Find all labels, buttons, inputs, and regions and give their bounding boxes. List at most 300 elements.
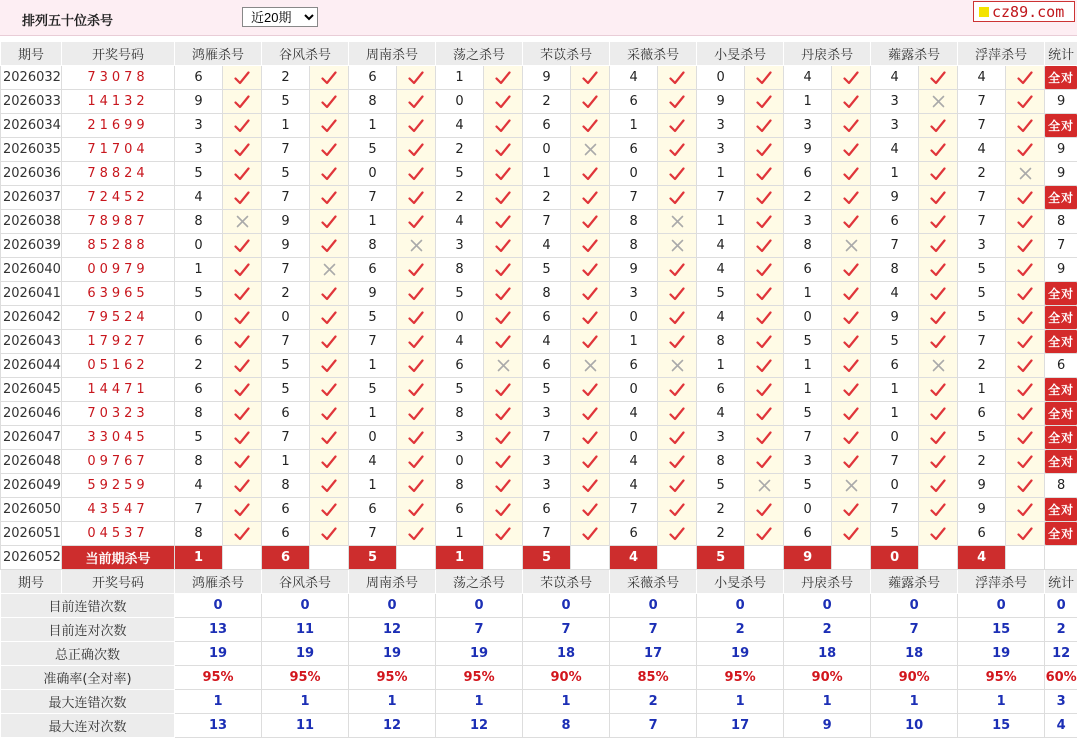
stat-row [1, 690, 1077, 714]
current-pick: 5 [349, 546, 397, 570]
kill-pick: 5 [436, 282, 484, 306]
row-total [1045, 330, 1077, 354]
row-total-value: 9 [1057, 166, 1065, 181]
kill-pick: 3 [523, 474, 571, 498]
check-icon [832, 306, 871, 330]
check-icon [223, 114, 262, 138]
kill-pick: 7 [349, 522, 397, 546]
check-icon [919, 66, 958, 90]
check-icon [484, 498, 523, 522]
kill-pick: 3 [784, 114, 832, 138]
kill-pick: 4 [349, 450, 397, 474]
check-icon [310, 66, 349, 90]
kill-pick: 0 [262, 306, 310, 330]
stat-value: 12 [436, 714, 523, 738]
kill-pick: 0 [175, 306, 223, 330]
stat-value: 12 [349, 618, 436, 642]
row-total [1045, 306, 1077, 330]
kill-pick: 3 [175, 138, 223, 162]
check-icon [745, 114, 784, 138]
check-icon [223, 474, 262, 498]
check-icon [397, 66, 436, 90]
period-cell: 2026044 [1, 354, 62, 378]
stat-value: 7 [610, 714, 697, 738]
check-icon [745, 498, 784, 522]
check-icon [223, 138, 262, 162]
check-icon [223, 426, 262, 450]
kill-pick: 8 [784, 234, 832, 258]
kill-pick: 7 [958, 210, 1006, 234]
period-cell: 2026047 [1, 426, 62, 450]
check-icon [310, 114, 349, 138]
check-icon [484, 66, 523, 90]
header-expert[interactable]: 小旻杀号 [697, 42, 784, 66]
row-total-value: 9 [1057, 142, 1065, 157]
check-icon [658, 330, 697, 354]
check-icon [310, 354, 349, 378]
kill-pick: 0 [610, 162, 658, 186]
check-icon [919, 258, 958, 282]
check-icon [397, 114, 436, 138]
kill-pick: 1 [697, 210, 745, 234]
kill-pick: 4 [523, 330, 571, 354]
check-icon [571, 186, 610, 210]
kill-pick: 6 [262, 402, 310, 426]
table-row [1, 282, 1077, 306]
stat-value: 17 [610, 642, 697, 666]
current-blank [397, 546, 436, 570]
check-icon [1006, 186, 1045, 210]
kill-pick: 1 [958, 378, 1006, 402]
stat-value: 7 [871, 618, 958, 642]
check-icon [745, 354, 784, 378]
check-icon [397, 330, 436, 354]
kill-pick: 5 [871, 330, 919, 354]
draw-number: 00979 [62, 258, 175, 282]
table-row [1, 162, 1077, 186]
kill-pick: 2 [958, 450, 1006, 474]
check-icon [658, 426, 697, 450]
row-total-value: 全对 [1045, 522, 1077, 545]
kill-pick: 7 [871, 498, 919, 522]
check-icon [484, 258, 523, 282]
draw-number: 33045 [62, 426, 175, 450]
kill-pick: 6 [175, 330, 223, 354]
row-total [1045, 378, 1077, 402]
stat-value: 1 [436, 690, 523, 714]
check-icon [310, 138, 349, 162]
kill-pick: 4 [610, 450, 658, 474]
row-total [1045, 354, 1077, 378]
kill-pick: 8 [610, 234, 658, 258]
check-icon [832, 186, 871, 210]
table-row [1, 234, 1077, 258]
header-expert[interactable]: 采薇杀号 [610, 42, 697, 66]
stat-value: 15 [958, 618, 1045, 642]
check-icon [1006, 522, 1045, 546]
stat-row [1, 642, 1077, 666]
check-icon [832, 402, 871, 426]
stat-value: 0 [958, 594, 1045, 618]
cross-icon [223, 210, 262, 234]
stat-value: 9 [784, 714, 871, 738]
current-pick: 6 [262, 546, 310, 570]
kill-pick: 4 [175, 474, 223, 498]
kill-pick: 0 [871, 426, 919, 450]
kill-pick: 9 [871, 186, 919, 210]
stat-value: 2 [1045, 618, 1077, 642]
kill-pick: 6 [436, 498, 484, 522]
kill-pick: 6 [784, 522, 832, 546]
kill-pick: 3 [871, 114, 919, 138]
check-icon [745, 258, 784, 282]
header-period: 期号 [1, 42, 62, 66]
logo-text: cz89.com [992, 3, 1064, 21]
check-icon [484, 138, 523, 162]
header-expert[interactable]: 谷风杀号 [262, 570, 349, 594]
kill-pick: 7 [958, 186, 1006, 210]
row-total [1045, 162, 1077, 186]
stat-value: 19 [349, 642, 436, 666]
check-icon [1006, 90, 1045, 114]
row-total [1045, 498, 1077, 522]
header-expert[interactable]: 芣苡杀号 [523, 42, 610, 66]
kill-pick: 4 [871, 282, 919, 306]
check-icon [745, 426, 784, 450]
stat-label: 目前连错次数 [1, 594, 175, 618]
header-expert[interactable]: 浮萍杀号 [958, 42, 1045, 66]
kill-pick: 3 [784, 450, 832, 474]
check-icon [484, 306, 523, 330]
kill-pick: 5 [784, 402, 832, 426]
kill-pick: 2 [958, 162, 1006, 186]
check-icon [745, 378, 784, 402]
kill-pick: 4 [610, 402, 658, 426]
kill-pick: 7 [871, 234, 919, 258]
kill-pick: 2 [262, 282, 310, 306]
kill-pick: 2 [523, 90, 571, 114]
draw-number: 73078 [62, 66, 175, 90]
header-expert[interactable]: 蕹露杀号 [871, 570, 958, 594]
row-total [1045, 186, 1077, 210]
header-expert[interactable]: 丹扆杀号 [784, 42, 871, 66]
kill-pick: 5 [958, 282, 1006, 306]
check-icon [310, 306, 349, 330]
period-cell: 2026035 [1, 138, 62, 162]
stat-value: 2 [784, 618, 871, 642]
check-icon [397, 354, 436, 378]
check-icon [919, 138, 958, 162]
period-cell: 2026051 [1, 522, 62, 546]
check-icon [484, 402, 523, 426]
check-icon [745, 234, 784, 258]
check-icon [310, 234, 349, 258]
row-total-value: 全对 [1045, 378, 1077, 401]
check-icon [1006, 474, 1045, 498]
kill-pick: 8 [175, 522, 223, 546]
check-icon [397, 450, 436, 474]
check-icon [745, 66, 784, 90]
table-row [1, 210, 1077, 234]
cross-icon [1006, 162, 1045, 186]
stat-value: 1 [784, 690, 871, 714]
kill-pick: 3 [436, 426, 484, 450]
kill-pick: 8 [610, 210, 658, 234]
check-icon [1006, 210, 1045, 234]
period-cell: 2026040 [1, 258, 62, 282]
check-icon [571, 282, 610, 306]
kill-pick: 4 [697, 306, 745, 330]
kill-pick: 6 [610, 138, 658, 162]
table-row [1, 306, 1077, 330]
kill-pick: 8 [349, 234, 397, 258]
check-icon [832, 210, 871, 234]
check-icon [571, 522, 610, 546]
kill-pick: 0 [871, 474, 919, 498]
check-icon [1006, 234, 1045, 258]
kill-pick: 5 [349, 306, 397, 330]
check-icon [832, 258, 871, 282]
header-expert[interactable]: 荡之杀号 [436, 570, 523, 594]
header-expert[interactable]: 鸿雁杀号 [175, 42, 262, 66]
check-icon [919, 450, 958, 474]
kill-pick: 1 [784, 90, 832, 114]
check-icon [1006, 306, 1045, 330]
kill-pick: 7 [697, 186, 745, 210]
kill-pick: 5 [784, 474, 832, 498]
check-icon [1006, 498, 1045, 522]
check-icon [484, 330, 523, 354]
check-icon [484, 426, 523, 450]
header-expert[interactable]: 荡之杀号 [436, 42, 523, 66]
check-icon [223, 162, 262, 186]
stat-row [1, 618, 1077, 642]
check-icon [745, 210, 784, 234]
row-total [1045, 258, 1077, 282]
kill-pick: 1 [523, 162, 571, 186]
check-icon [919, 426, 958, 450]
kill-pick: 6 [958, 522, 1006, 546]
row-total-value: 7 [1057, 238, 1065, 253]
header-expert[interactable]: 鸿雁杀号 [175, 570, 262, 594]
check-icon [832, 66, 871, 90]
stat-value: 0 [349, 594, 436, 618]
check-icon [1006, 426, 1045, 450]
kill-pick: 1 [784, 282, 832, 306]
check-icon [658, 282, 697, 306]
check-icon [1006, 354, 1045, 378]
check-icon [571, 426, 610, 450]
kill-pick: 7 [262, 138, 310, 162]
check-icon [658, 114, 697, 138]
header-expert[interactable]: 周南杀号 [349, 570, 436, 594]
draw-number: 17927 [62, 330, 175, 354]
period-cell: 2026037 [1, 186, 62, 210]
kill-pick: 1 [871, 162, 919, 186]
kill-pick: 2 [697, 522, 745, 546]
row-total-value: 全对 [1045, 330, 1077, 353]
row-total [1045, 474, 1077, 498]
kill-pick: 6 [523, 354, 571, 378]
current-blank [310, 546, 349, 570]
kill-pick: 0 [349, 162, 397, 186]
kill-pick: 6 [523, 306, 571, 330]
kill-pick: 4 [436, 330, 484, 354]
check-icon [1006, 402, 1045, 426]
kill-pick: 6 [871, 210, 919, 234]
kill-pick: 1 [697, 354, 745, 378]
period-cell: 2026036 [1, 162, 62, 186]
cross-icon [310, 258, 349, 282]
kill-pick: 0 [610, 378, 658, 402]
stat-value: 95% [175, 666, 262, 690]
row-total-value: 6 [1057, 358, 1065, 373]
row-total-value: 全对 [1045, 498, 1077, 521]
header-expert[interactable]: 谷风杀号 [262, 42, 349, 66]
check-icon [919, 306, 958, 330]
current-blank [745, 546, 784, 570]
kill-pick: 8 [349, 90, 397, 114]
kill-pick: 3 [958, 234, 1006, 258]
kill-number-table [0, 41, 1077, 738]
stat-value: 0 [175, 594, 262, 618]
table-row [1, 186, 1077, 210]
check-icon [832, 90, 871, 114]
check-icon [397, 306, 436, 330]
check-icon [832, 450, 871, 474]
row-total-value: 全对 [1045, 186, 1077, 209]
draw-number: 59259 [62, 474, 175, 498]
header-stat: 统计 [1045, 570, 1077, 594]
header-expert[interactable]: 周南杀号 [349, 42, 436, 66]
header-expert[interactable]: 蕹露杀号 [871, 42, 958, 66]
cross-icon [658, 354, 697, 378]
period-cell: 2026039 [1, 234, 62, 258]
kill-pick: 2 [958, 354, 1006, 378]
check-icon [223, 66, 262, 90]
kill-pick: 1 [610, 330, 658, 354]
stat-value: 13 [175, 618, 262, 642]
header-expert[interactable]: 浮萍杀号 [958, 570, 1045, 594]
period-select[interactable] [242, 7, 318, 27]
cross-icon [571, 354, 610, 378]
header-expert[interactable]: 小旻杀号 [697, 570, 784, 594]
check-icon [397, 378, 436, 402]
header-period: 期号 [1, 570, 62, 594]
row-total-value: 全对 [1045, 282, 1077, 305]
draw-number: 21699 [62, 114, 175, 138]
kill-pick: 4 [436, 114, 484, 138]
check-icon [745, 138, 784, 162]
kill-pick: 7 [523, 210, 571, 234]
draw-number: 63965 [62, 282, 175, 306]
kill-pick: 8 [871, 258, 919, 282]
header-expert[interactable]: 芣苡杀号 [523, 570, 610, 594]
check-icon [658, 138, 697, 162]
stat-value: 19 [697, 642, 784, 666]
kill-pick: 1 [871, 378, 919, 402]
kill-pick: 6 [871, 354, 919, 378]
header-expert[interactable]: 丹扆杀号 [784, 570, 871, 594]
kill-pick: 6 [610, 90, 658, 114]
kill-pick: 5 [262, 378, 310, 402]
draw-number: 78987 [62, 210, 175, 234]
kill-pick: 7 [262, 426, 310, 450]
kill-pick: 7 [349, 186, 397, 210]
period-cell: 2026042 [1, 306, 62, 330]
check-icon [484, 234, 523, 258]
kill-pick: 3 [610, 282, 658, 306]
kill-pick: 2 [262, 66, 310, 90]
kill-pick: 9 [523, 66, 571, 90]
stat-value: 2 [697, 618, 784, 642]
kill-pick: 4 [871, 66, 919, 90]
check-icon [223, 522, 262, 546]
check-icon [832, 522, 871, 546]
check-icon [1006, 378, 1045, 402]
kill-pick: 9 [958, 498, 1006, 522]
check-icon [223, 330, 262, 354]
kill-pick: 0 [436, 450, 484, 474]
kill-pick: 5 [871, 522, 919, 546]
kill-pick: 4 [610, 66, 658, 90]
table-row [1, 330, 1077, 354]
check-icon [397, 162, 436, 186]
stat-value: 17 [697, 714, 784, 738]
draw-number: 04537 [62, 522, 175, 546]
stat-value: 0 [610, 594, 697, 618]
check-icon [745, 186, 784, 210]
stat-value: 95% [697, 666, 784, 690]
check-icon [310, 450, 349, 474]
header-expert[interactable]: 采薇杀号 [610, 570, 697, 594]
site-logo[interactable] [973, 1, 1075, 22]
stat-label: 准确率(全对率) [1, 666, 175, 690]
kill-pick: 1 [436, 522, 484, 546]
check-icon [832, 378, 871, 402]
kill-pick: 7 [349, 330, 397, 354]
kill-pick: 5 [523, 258, 571, 282]
kill-pick: 6 [784, 162, 832, 186]
check-icon [919, 234, 958, 258]
check-icon [745, 450, 784, 474]
draw-number: 14132 [62, 90, 175, 114]
period-cell: 2026050 [1, 498, 62, 522]
kill-pick: 2 [436, 138, 484, 162]
check-icon [832, 282, 871, 306]
row-total [1045, 450, 1077, 474]
kill-pick: 2 [436, 186, 484, 210]
check-icon [1006, 330, 1045, 354]
check-icon [223, 306, 262, 330]
check-icon [571, 90, 610, 114]
table-row [1, 66, 1077, 90]
check-icon [745, 90, 784, 114]
draw-number: 14471 [62, 378, 175, 402]
check-icon [832, 162, 871, 186]
check-icon [745, 282, 784, 306]
logo-square-icon [979, 7, 989, 17]
stat-value: 15 [958, 714, 1045, 738]
kill-pick: 6 [349, 66, 397, 90]
kill-pick: 0 [610, 426, 658, 450]
stat-value: 7 [610, 618, 697, 642]
check-icon [658, 402, 697, 426]
check-icon [1006, 66, 1045, 90]
check-icon [919, 114, 958, 138]
kill-pick: 1 [262, 114, 310, 138]
kill-pick: 7 [958, 114, 1006, 138]
